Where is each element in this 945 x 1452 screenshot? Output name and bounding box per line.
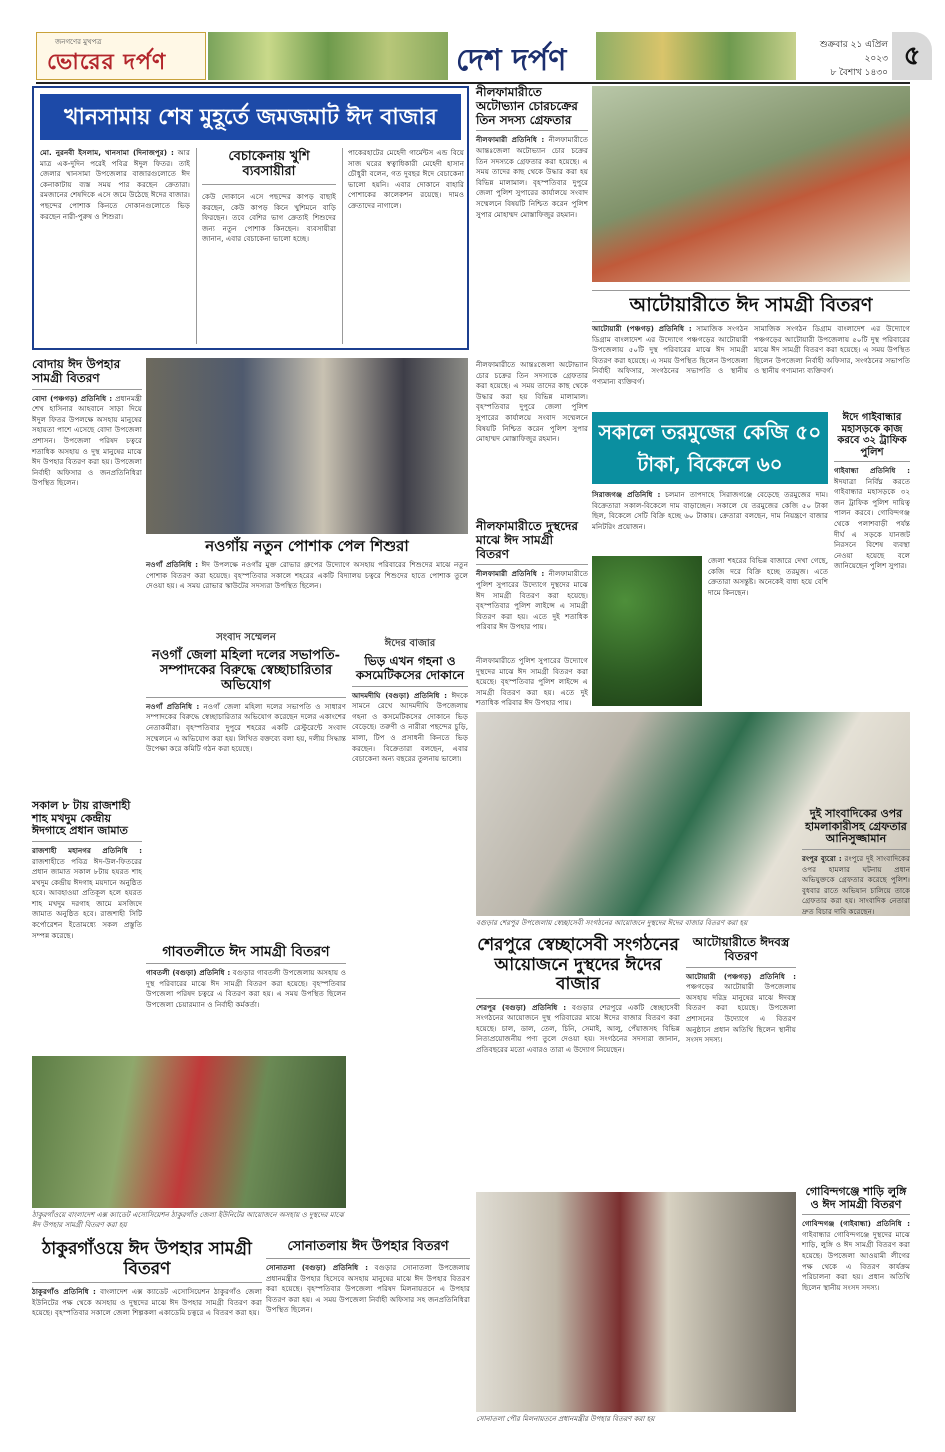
story-headline: গাবতলীতে ঈদ সামগ্রী বিতরণ: [146, 944, 346, 964]
story-body: [686, 972, 796, 1172]
sonatola-distribution-photo: [476, 1192, 796, 1412]
story-headline: গোবিন্দগঞ্জে শাড়ি লুঙ্গি ও ঈদ সামগ্রী বিতরণ: [802, 1186, 910, 1215]
story-kicker: সংবাদ সম্মেলন: [216, 632, 276, 643]
story-cosmetics-market: [352, 636, 468, 1136]
story-body: [802, 1219, 910, 1409]
masthead: [36, 32, 921, 84]
story-body: [32, 394, 142, 794]
atwari-col-1: [592, 324, 748, 404]
section-title: দেশ দর্পণ: [456, 43, 567, 78]
thakurgaon-photo-caption: ঠাকুরগাঁওয়ে বাংলাদেশ এক্স ক্যাডেট এসোসিয়েশন ঠাকুরগাঁও জেলা ইউনিটের আয়োজনে অসহায় ও দুস্থদের মাঝে ঈদ উপহার সামগ্রী বিতরণ করা হয়: [32, 1211, 344, 1229]
story-body: [32, 1287, 262, 1417]
story-text: ঈদযাত্রা নির্বিঘ্ন করতে গাইবান্ধার মহাসড়কে ৩২ জন ট্রাফিক পুলিশ দায়িত্ব পালন করবে। গোবিন্দগঞ্জ থেকে পলাশবাড়ী পর্যন্ত দীর্ঘ এ সড়কে যানজট নিরসনে বিশেষ ব্যবস্থা নেওয়া হয়েছে বলে জানিয়েছেন পুলিশ সুপার।: [834, 476, 910, 571]
lead-byline: মো. নুরনবী ইসলাম, খানসামা (দিনাজপুর) :: [40, 148, 174, 157]
watermelon-photo: [592, 556, 702, 706]
story-nilphamari-theft: [476, 86, 588, 356]
thakurgaon-distribution-photo: [32, 1056, 346, 1208]
story-byline: শেরপুর (বগুড়া) প্রতিনিধি :: [476, 1002, 567, 1012]
story-text: প্রধানমন্ত্রী শেখ হাসিনার আহবানে সাড়া দিয়ে ঈদুল ফিতর উপলক্ষে অসহায় মানুষের সহায়তা পাশে এসেছে বোদা উপজেলা প্রশাসন। উপজেলা পরিষদ চত্বরে শতাধিক অসহায় ও দুস্থ মানুষের মাঝে ঈদ উপহার বিতরণ করা হয়। উপজেলা নির্বাহী অফিসার ও জনপ্রতিনিধিরা উপস্থিত ছিলেন।: [32, 393, 142, 488]
story-boda: [32, 358, 142, 798]
issue-date: [798, 38, 888, 80]
story-byline: নীলফামারী প্রতিনিধি :: [476, 569, 545, 579]
story-sherpur: [476, 936, 680, 1186]
story-text: ঈদকে সামনে রেখে আদমদীঘি উপজেলায় গহনা ও কসমেটিকসের দোকানে ভিড় বেড়েছে। তরুণী ও নারীরা পছন্দের চুড়ি, মালা, টিপ ও প্রসাধনী কিনতে ভিড় করছেন। বিক্রেতারা বলছেন, এবার বেচাকেনা অন্য বছরের তুলনায় ভালো।: [352, 690, 468, 764]
story-headline: বোদায় ঈদ উপহার সামগ্রী বিতরণ: [32, 358, 142, 390]
story-byline: গোবিন্দগঞ্জ (গাইবান্ধা) প্রতিনিধি :: [802, 1219, 910, 1229]
story-text: বাংলাদেশ এক্স ক্যাডেট এসোসিয়েশন ঠাকুরগাঁও জেলা ইউনিটের পক্ষ থেকে অসহায় ও দুস্থদের মাঝে ঈদ উপহার সামগ্রী বিতরণ করা হয়েছে। বৃহস্পতিবার সকালে জেলা শিল্পকলা একাডেমি চত্বরে এ বিতরণ করা হয়।: [32, 1287, 262, 1318]
story-byline: গাইবান্ধা প্রতিনিধি :: [834, 466, 910, 475]
atwari-byline: আটোয়ারী (পঞ্চগড়) প্রতিনিধি :: [592, 324, 692, 333]
lead-story-box: [32, 86, 469, 350]
story-headline: নীলফামারীতে দুস্থদের মাঝে ঈদ সামগ্রী বিতরণ: [476, 520, 588, 565]
banner-image-strip-right: [596, 32, 796, 80]
watermelon-body-2: জেলা শহরের বিভিন্ন বাজারে দেখা গেছে, কেজি দরে বিক্রি হচ্ছে তরমুজ। এতে ক্রেতারা অসন্তুষ্ট। অনেকেই বাধ্য হয়ে বেশি দামে কিনছেন।: [708, 556, 828, 597]
date-line-2: ৮ বৈশাখ ১৪৩০: [830, 68, 888, 78]
logo-text: ভোরের দর্পণ: [47, 49, 167, 75]
naogaon-children-photo: [146, 358, 468, 534]
story-kicker: ঈদের বাজার: [384, 638, 436, 649]
story-body: [476, 135, 588, 335]
story-headline: শেরপুরে স্বেচ্ছাসেবী সংগঠনের আয়োজনে দুস্থদের ঈদের বাজার: [476, 936, 680, 999]
story-body: [802, 854, 910, 994]
story-body: [476, 1003, 680, 1183]
story-text: বগুড়ার শেরপুরে একটি স্বেচ্ছাসেবী সংগঠনের আয়োজনে দুস্থ পরিবারের মাঝে ঈদের বাজার বিতরণ করা হয়েছে। চাল, ডাল, তেল, চিনি, সেমাই, আলু, পেঁয়াজসহ বিভিন্ন নিত্যপ্রয়োজনীয় পণ্য তুলে দেওয়া হয়। সংগঠনের সদস্যরা জানান, প্রতিবছরের মতো এবারও তারা এ উদ্যোগ নিয়েছেন।: [476, 1002, 680, 1055]
sherpur-photo-caption: বগুড়ার শেরপুর উপজেলায় স্বেচ্ছাসেবী সংগঠনের আয়োজনে দুস্থদের ঈদের বাজার বিতরণ করা হয়: [476, 919, 748, 927]
story-text: গাইবান্ধার গোবিন্দগঞ্জে দুস্থদের মাঝে শাড়ি, লুঙ্গি ও ঈদ সামগ্রী বিতরণ করা হয়েছে। উপজেলা আওয়ামী লীগের পক্ষ থেকে এ বিতরণ কার্যক্রম পরিচালনা করা হয়। প্রধান অতিথি ছিলেন স্থানীয় সংসদ সদস্য।: [802, 1229, 910, 1292]
lead-text-1: আর মাত্র এক-দুদিন পরেই পবিত্র ঈদুল ফিতর। তাই জেলার খানসামা উপজেলার বাজারগুলোতে ঈদ কেনাকাটায় ব্যস্ত সময় পার করছেন ক্রেতারা। রমজানের শেষদিকে এসে জমে উঠেছে ঈদের বাজার। পছন্দের পোশাক কিনতে দোকানগুলোতে ভিড় করছেন নারী-পুরুষ ও শিশুরা।: [40, 148, 190, 221]
story-text: নীলফামারীতে আন্তঃজেলা অটোভ্যান চোর চক্রের তিন সদস্যকে গ্রেফতার করা হয়েছে। এ সময় তাদের কাছ থেকে উদ্ধার করা হয় বিভিন্ন মালামাল। বৃহস্পতিবার দুপুরে জেলা পুলিশ সুপারের কার্যালয়ে সংবাদ সম্মেলনে বিষয়টি নিশ্চিত করেন পুলিশ সুপার মোহাম্মদ মোস্তাফিজুর রহমান।: [476, 135, 588, 219]
story-headline: নীলফামারীতে অটোভ্যান চোরচক্রের তিন সদস্য গ্রেফতার: [476, 86, 588, 131]
story-byline: আদমদীঘি (বগুড়া) প্রতিনিধি :: [352, 690, 448, 700]
banner-image-strip: [208, 32, 448, 80]
date-line-1: শুক্রবার ২১ এপ্রিল ২০২৩: [819, 40, 888, 64]
story-headline: নওগাঁ জেলা মহিলা দলের সভাপতি-সম্পাদকের বিরুদ্ধে স্বেচ্ছাচারিতার অভিযোগ: [146, 649, 346, 698]
story-journalist-attack: [802, 808, 910, 998]
lead-col-2: কেউ দোকানে এসে পছন্দের কাপড় বাছাই করছেন, কেউ কাপড় কিনে খুশিমনে বাড়ি ফিরছেন। তবে বেশির ভাগ ক্রেতাই শিশুদের জন্য নতুন পোশাক কিনছেন। ব্যবসায়ীরা জানান, এবার বেচাকেনা ভালো হচ্ছে।: [202, 192, 336, 244]
story-headline: সকাল ৮ টায় রাজশাহী শাহ মখদুম কেন্দ্রীয় ঈদগাহে প্রধান জামাত: [32, 800, 142, 842]
story-byline: ঠাকুরগাঁও প্রতিনিধি :: [32, 1287, 96, 1297]
story-body-continued: নীলফামারীতে পুলিশ সুপারের উদ্যোগে দুস্থদের মাঝে ঈদ সামগ্রী বিতরণ করা হয়েছে। বৃহস্পতিবার পুলিশ লাইন্সে এ সামগ্রী বিতরণ করা হয়। এতে দুই শতাধিক পরিবার ঈদ উপহার পায়।: [476, 656, 588, 708]
story-sonatola: [266, 1240, 470, 1430]
story-text: রংপুরে দুই সাংবাদিকের ওপর হামলার ঘটনায় প্রধান অভিযুক্তকে গ্রেফতার করেছে পুলিশ। বুধবার রাতে অভিযান চালিয়ে তাকে গ্রেফতার করা হয়। সাংবাদিক নেতারা দ্রুত বিচার দাবি করেছেন।: [802, 853, 910, 916]
column-rule: [196, 148, 197, 344]
story-byline: গাবতলী (বগুড়া) প্রতিনিধি :: [146, 968, 231, 978]
story-body: [146, 968, 346, 1046]
naogaon-headline: নওগাঁয় নতুন পোশাক পেল শিশুরা: [205, 537, 409, 555]
atwari-headline: আটোয়ারীতে ঈদ সামগ্রী বিতরণ: [592, 290, 910, 322]
story-text: চলমান তাপদাহে সিরাজগঞ্জে বেড়েছে তরমুজের দাম। বিক্রেতারা সকাল-বিকেলে দাম বাড়াচ্ছেন। সকালে যে তরমুজের কেজি ৫০ টাকা ছিল, বিকেলে সেটি বিক্রি হচ্ছে ৬০ টাকায়। ক্রেতারা বলছেন, দাম নিয়ন্ত্রণে বাজার মনিটরিং প্রয়োজন।: [592, 490, 828, 531]
lead-headline: খানসামায় শেষ মুহূর্তে জমজমাট ঈদ বাজার: [40, 94, 461, 140]
naogaon-body: [146, 560, 468, 628]
story-body: [476, 569, 588, 649]
column-rule: [342, 148, 343, 344]
story-headline: আটোয়ারীতে ঈদবস্ত্র বিতরণ: [686, 936, 796, 968]
story-text: পঞ্চগড়ের আটোয়ারী উপজেলায় অসহায় দরিদ্র মানুষের মাঝে ঈদবস্ত্র বিতরণ করা হয়েছে। উপজেলা প্রশাসনের উদ্যোগে এ বিতরণ অনুষ্ঠানে প্রধান অতিথি ছিলেন স্থানীয় সংসদ সদস্য।: [686, 982, 796, 1045]
watermelon-headline: সকালে তরমুজের কেজি ৫০ টাকা, বিকেলে ৬০: [592, 412, 828, 484]
story-byline: নীলফামারী প্রতিনিধি :: [476, 135, 545, 145]
watermelon-body: [592, 490, 828, 552]
lead-subheadline: বেচাকেনায় খুশি ব্যবসায়ীরা: [202, 150, 336, 185]
story-byline: সোনাতলা (বগুড়া) প্রতিনিধি :: [266, 1262, 368, 1272]
story-byline: নওগাঁ প্রতিনিধি :: [146, 560, 199, 569]
story-byline: নওগাঁ প্রতিনিধি :: [146, 701, 200, 711]
story-gobindaganj: [802, 1186, 910, 1426]
story-body: [266, 1263, 470, 1413]
sonatola-photo-caption: সোনাতলা পৌর মিলনায়তনে প্রধানমন্ত্রীর উপহার বিতরণ করা হয়: [476, 1415, 655, 1423]
story-headline: দুই সাংবাদিকের ওপর হামলাকারীসহ গ্রেফতার আনিসুজ্জামান: [802, 808, 910, 850]
story-thakurgaon: [32, 1240, 262, 1430]
story-body: [352, 691, 468, 1121]
story-text: বগুড়ার গাবতলী উপজেলায় অসহায় ও দুস্থ পরিবারের মাঝে ঈদ সামগ্রী বিতরণ করা হয়েছে। বৃহস্পতিবার উপজেলা পরিষদ চত্বরে এ বিতরণ করা হয়। এ সময় উপস্থিত ছিলেন উপজেলা চেয়ারম্যান ও নির্বাহী কর্মকর্তা।: [146, 968, 346, 1009]
lead-col-3: পাকেরহাটের মেহেদী গার্মেন্টস এন্ড বিয়ে সাজ ঘরের স্বত্বাধিকারী মেহেদী হাসান চৌধুরী বলেন, গত দুবছর ঈদে বেচাকেনা ভালো হয়নি। এবার দোকানে বাহারি পোশাকের কালেকশন রয়েছে। দামও ক্রেতাদের নাগালে।: [348, 148, 464, 210]
story-text: নীলফামারীতে পুলিশ সুপারের উদ্যোগে দুস্থদের মাঝে ঈদ সামগ্রী বিতরণ করা হয়েছে। বৃহস্পতিবার পুলিশ লাইন্সে এ সামগ্রী বিতরণ করা হয়। এতে দুই শতাধিক পরিবার ঈদ উপহার পায়।: [476, 569, 588, 632]
story-nilphamari-relief: [476, 520, 588, 650]
story-body-continued: নীলফামারীতে আন্তঃজেলা অটোভ্যান চোর চক্রের তিন সদস্যকে গ্রেফতার করা হয়েছে। এ সময় তাদের কাছ থেকে উদ্ধার করা হয় বিভিন্ন মালামাল। বৃহস্পতিবার দুপুরে জেলা পুলিশ সুপারের কার্যালয়ে সংবাদ সম্মেলনে বিষয়টি নিশ্চিত করেন পুলিশ সুপার মোহাম্মদ মোস্তাফিজুর রহমান।: [476, 360, 588, 444]
story-byline: বোদা (পঞ্চগড়) প্রতিনিধি :: [32, 393, 113, 403]
story-body: [146, 702, 346, 942]
story-text: নওগাঁ জেলা মহিলা দলের সভাপতি ও সাধারণ সম্পাদকের বিরুদ্ধে স্বেচ্ছাচারিতার অভিযোগ করেছেন দলের একাংশের নেতাকর্মীরা। বৃহস্পতিবার দুপুরে শহরের একটি রেস্টুরেন্টে সংবাদ সম্মেলনে এ অভিযোগ করা হয়। লিখিত বক্তব্যে বলা হয়, দলীয় সিদ্ধান্ত উপেক্ষা করে কমিটি গঠন করা হয়েছে।: [146, 701, 347, 754]
story-atwari-clothes: [686, 936, 796, 1186]
story-byline: রাজশাহী মহানগর প্রতিনিধি :: [32, 845, 142, 855]
logo-tagline: জনগণের মুখপত্র: [55, 38, 102, 46]
lead-col-1: [40, 148, 190, 344]
story-gabtali: [146, 944, 346, 1050]
story-text: রাজশাহীতে পবিত্র ঈদ-উল-ফিতরের প্রধান জামাত সকাল ৮টায় হযরত শাহ মখদুম কেন্দ্রীয় ঈদগাহ ময়দানে অনুষ্ঠিত হবে। আবহাওয়া প্রতিকূল হলে হযরত শাহ মখদুম দরগাহ জামে মসজিদে জামাত অনুষ্ঠিত হবে। রাজশাহী সিটি কর্পোরেশন ইতোমধ্যে সকল প্রস্তুতি সম্পন্ন করেছে।: [32, 856, 142, 940]
atwari-col-2: সামাজিক সংগঠন ডিগ্রাম বাংলাদেশ এর উদ্যোগে পঞ্চগড়ের আটোয়ারী উপজেলায় ৫০টি দুস্থ পরিবারের মাঝে ঈদ সামগ্রী বিতরণ করা হয়েছে। এ সময় উপস্থিত ছিলেন উপজেলা নির্বাহী অফিসার, সংগঠনের সভাপতি ও স্থানীয় গণ্যমান্য ব্যক্তিবর্গ।: [754, 324, 910, 376]
story-text: বগুড়ার সোনাতলা উপজেলায় প্রধানমন্ত্রীর উপহার হিসেবে অসহায় মানুষের মাঝে ঈদ উপহার বিতরণ করা হয়েছে। বৃহস্পতিবার উপজেলা পরিষদ মিলনায়তনে এ উপহার বিতরণ করা হয়। এ সময় উপজেলা নির্বাহী অফিসার সহ জনপ্রতিনিধিরা উপস্থিত ছিলেন।: [266, 1262, 470, 1315]
story-headline: সোনাতলায় ঈদ উপহার বিতরণ: [266, 1240, 470, 1259]
story-byline: রংপুর ব্যুরো :: [802, 853, 842, 863]
story-headline: ঠাকুরগাঁওয়ে ঈদ উপহার সামগ্রী বিতরণ: [32, 1240, 262, 1283]
newspaper-logo: [36, 32, 206, 80]
story-text: ঈদ উপলক্ষে নওগাঁর মুক্ত রোভার গ্রুপের উদ্যোগে অসহায় পরিবারের শিশুদের মাঝে নতুন পোশাক বিতরণ করা হয়েছে। বৃহস্পতিবার সকালে শহরের একটি বিদ্যালয় চত্বরে শিশুদের হাতে পোশাক তুলে দেওয়া হয়। এ সময় রোভার স্কাউটের সদস্যরা উপস্থিত ছিলেন।: [146, 560, 468, 591]
story-headline: ভিড় এখন গহনা ও কসমেটিকসের দোকানে: [352, 655, 468, 687]
story-byline: সিরাজগঞ্জ প্রতিনিধি :: [592, 490, 661, 499]
page-number: ৫: [892, 32, 932, 80]
story-nilphamari-extra: [476, 360, 588, 470]
story-byline: আটোয়ারী (পঞ্চগড়) প্রতিনিধি :: [686, 971, 796, 981]
atwari-text: সামাজিক সংগঠন ডিগ্রাম বাংলাদেশ এর উদ্যোগে পঞ্চগড়ের আটোয়ারী উপজেলায় ৫০টি দুস্থ পরিবারের মাঝে ঈদ সামগ্রী বিতরণ করা হয়েছে। এ সময় উপস্থিত ছিলেন উপজেলা নির্বাহী অফিসার, সংগঠনের সভাপতি ও স্থানীয় গণ্যমান্য ব্যক্তিবর্গ।: [592, 324, 748, 386]
story-naogaon-mohila-dal: [146, 630, 346, 940]
atwari-distribution-photo: [592, 86, 910, 282]
story-headline: ঈদে গাইবান্ধার মহাসড়কে কাজ করবে ৩২ ট্রাফিক পুলিশ: [834, 412, 910, 462]
